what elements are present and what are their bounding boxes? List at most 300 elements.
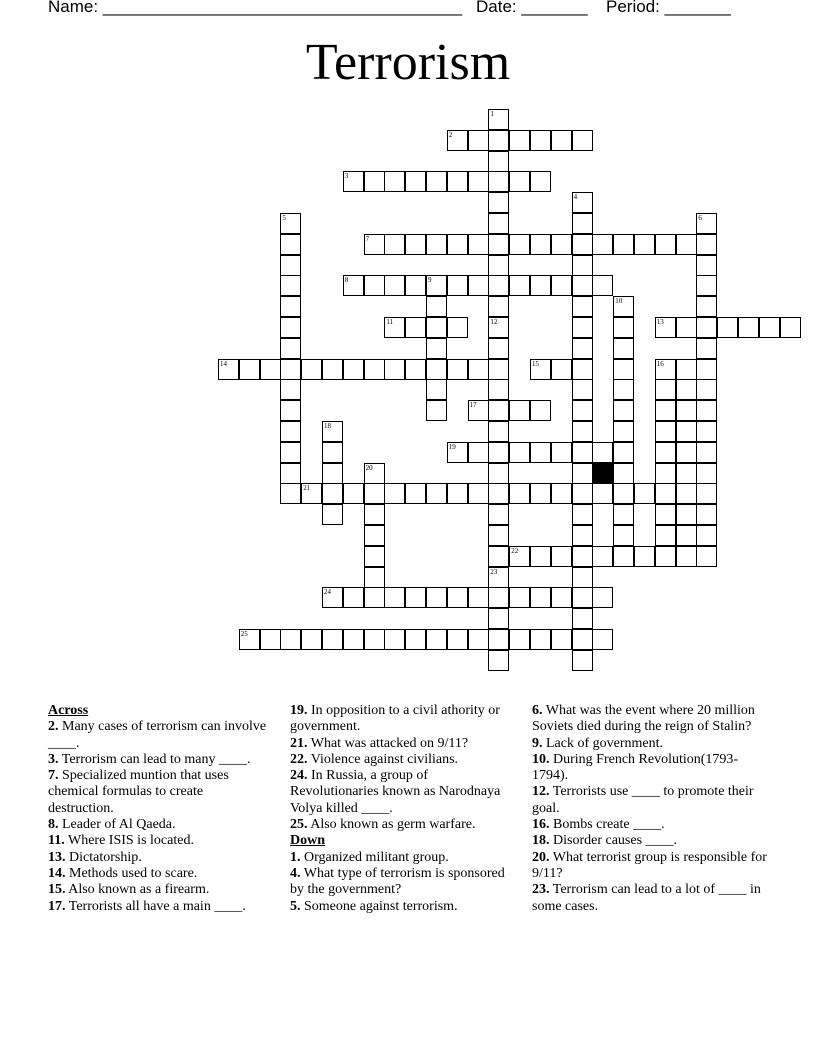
grid-cell[interactable] [488,338,509,359]
date-field[interactable]: Date: _______ [476,0,588,16]
grid-cell[interactable] [572,629,593,650]
grid-cell[interactable] [655,504,676,525]
grid-cell[interactable] [572,650,593,671]
grid-cell[interactable] [426,483,447,504]
grid-cell[interactable] [592,275,613,296]
grid-cell[interactable] [551,629,572,650]
clue-number: 19 [448,442,456,451]
grid-cell[interactable] [530,234,551,255]
clue-label: 3. [48,751,59,767]
grid-cell[interactable] [613,525,634,546]
grid-cell[interactable] [405,629,426,650]
grid-cell[interactable] [572,421,593,442]
grid-cell[interactable] [572,359,593,380]
grid-cell[interactable] [572,192,593,213]
grid-cell[interactable] [384,234,405,255]
period-field[interactable]: Period: _______ [606,0,731,16]
grid-cell[interactable] [572,483,593,504]
clue-label: 11. [48,833,65,849]
grid-cell[interactable] [280,255,301,276]
grid-cell[interactable] [426,234,447,255]
grid-cell[interactable] [447,442,468,463]
grid-cell[interactable] [572,608,593,629]
grid-cell[interactable] [676,234,697,255]
grid-cell[interactable] [572,463,593,484]
grid-cell[interactable] [696,421,717,442]
across-clue [290,768,515,817]
clue-number: 23 [490,567,498,576]
grid-cell[interactable] [364,504,385,525]
grid-cell[interactable] [488,109,509,130]
grid-cell[interactable] [572,442,593,463]
grid-cell[interactable] [468,275,489,296]
grid-cell[interactable] [239,629,260,650]
grid-cell[interactable] [613,359,634,380]
grid-cell[interactable] [488,525,509,546]
clue-column-2 [290,703,515,915]
grid-cell[interactable] [384,275,405,296]
grid-cell[interactable] [488,171,509,192]
grid-cell[interactable] [551,130,572,151]
grid-cell[interactable] [488,275,509,296]
grid-cell[interactable] [384,483,405,504]
grid-cell[interactable] [468,359,489,380]
grid-cell[interactable] [488,463,509,484]
across-clue [48,719,270,752]
clue-label: 9. [532,735,543,751]
grid-cell[interactable] [530,483,551,504]
grid-cell[interactable] [488,546,509,567]
grid-cell[interactable] [634,483,655,504]
clue-number: 13 [656,318,664,326]
grid-cell[interactable] [696,275,717,296]
grid-cell[interactable] [405,483,426,504]
grid-cell[interactable] [447,629,468,650]
grid-cell[interactable] [613,234,634,255]
grid-cell[interactable] [447,130,468,151]
grid-cell[interactable] [322,504,343,525]
grid-cell[interactable] [488,213,509,234]
grid-cell[interactable] [613,504,634,525]
grid-cell[interactable] [572,317,593,338]
clue-text: Leader of Al Qaeda. [58,817,176,833]
grid-cell[interactable] [280,400,301,421]
grid-cell[interactable] [384,171,405,192]
grid-cell[interactable] [405,171,426,192]
clue-text: Terrorists all have a main ____. [65,898,246,914]
grid-cell[interactable] [426,171,447,192]
grid-cell[interactable] [696,504,717,525]
down-clue [532,850,772,883]
grid-cell[interactable] [509,275,530,296]
grid-cell[interactable] [551,483,572,504]
grid-cell[interactable] [572,525,593,546]
grid-cell[interactable] [572,546,593,567]
grid-cell[interactable] [488,483,509,504]
grid-cell[interactable] [655,525,676,546]
grid-cell[interactable] [488,359,509,380]
down-clue [532,752,772,785]
clue-text: Organized militant group. [300,849,449,865]
grid-cell[interactable] [468,629,489,650]
grid-cell[interactable] [343,483,364,504]
clue-text: Dictatorship. [65,849,142,865]
grid-cell[interactable] [655,546,676,567]
grid-cell[interactable] [572,400,593,421]
grid-cell[interactable] [613,338,634,359]
grid-cell[interactable] [405,234,426,255]
grid-cell[interactable] [613,442,634,463]
grid-cell[interactable] [696,442,717,463]
clue-number: 10 [615,297,623,306]
grid-cell[interactable] [405,317,426,338]
grid-cell[interactable] [468,400,489,421]
clue-text: What type of terrorism is sponsored by the government? [290,865,505,898]
grid-cell[interactable] [676,359,697,380]
grid-cell[interactable] [572,504,593,525]
grid-cell[interactable] [530,442,551,463]
grid-cell[interactable] [634,546,655,567]
grid-cell[interactable] [696,546,717,567]
grid-cell[interactable] [239,359,260,380]
grid-cell[interactable] [280,463,301,484]
grid-cell[interactable] [676,442,697,463]
grid-cell[interactable] [280,213,301,234]
down-clue-list-part-1 [290,850,515,915]
grid-cell[interactable] [696,317,717,338]
across-clue [48,833,270,849]
grid-cell[interactable] [509,234,530,255]
grid-cell[interactable] [488,587,509,608]
grid-cell[interactable] [759,317,780,338]
grid-cell[interactable] [530,275,551,296]
grid-cell[interactable] [530,629,551,650]
grid-cell[interactable] [426,379,447,400]
across-clue [48,752,270,768]
grid-cell[interactable] [468,130,489,151]
grid-cell[interactable] [468,442,489,463]
grid-cell[interactable] [426,296,447,317]
grid-cell[interactable] [676,421,697,442]
clue-number: 3 [344,172,349,181]
grid-cell[interactable] [696,338,717,359]
grid-cell[interactable] [447,359,468,380]
grid-cell[interactable] [488,629,509,650]
grid-cell[interactable] [613,546,634,567]
grid-cell[interactable] [572,379,593,400]
grid-cell[interactable] [696,213,717,234]
grid-cell[interactable] [696,296,717,317]
grid-cell[interactable] [488,151,509,172]
grid-cell[interactable] [572,567,593,588]
grid-cell[interactable] [426,400,447,421]
grid-cell[interactable] [572,130,593,151]
grid-cell[interactable] [696,400,717,421]
grid-cell[interactable] [655,379,676,400]
grid-cell[interactable] [280,296,301,317]
grid-cell[interactable] [509,483,530,504]
down-clue-list-part-2 [532,703,772,915]
grid-cell[interactable] [592,546,613,567]
grid-cell[interactable] [488,504,509,525]
grid-cell[interactable] [488,650,509,671]
grid-cell[interactable] [280,483,301,504]
clue-label: 15. [48,882,66,898]
grid-cell[interactable] [613,421,634,442]
grid-cell[interactable] [696,359,717,380]
clue-number: 16 [656,359,664,368]
grid-cell[interactable] [488,567,509,588]
grid-cell[interactable] [488,442,509,463]
clue-text: Many cases of terrorism can involve ____. [48,719,267,751]
grid-cell[interactable] [364,171,385,192]
grid-cell[interactable] [488,192,509,213]
grid-cell[interactable] [530,587,551,608]
grid-cell[interactable] [592,587,613,608]
grid-cell[interactable] [447,171,468,192]
clue-number: 12 [490,318,498,326]
grid-cell[interactable] [468,483,489,504]
grid-cell[interactable] [322,442,343,463]
grid-cell[interactable] [738,317,759,338]
grid-cell[interactable] [655,483,676,504]
grid-cell[interactable] [655,463,676,484]
grid-cell[interactable] [343,587,364,608]
grid-cell[interactable] [384,359,405,380]
grid-cell[interactable] [655,317,676,338]
grid-cell[interactable] [364,546,385,567]
clue-number: 25 [240,630,248,638]
grid-cell[interactable] [509,171,530,192]
grid-cell[interactable] [301,483,322,504]
name-field[interactable]: Name: ______________________________________ [48,0,463,16]
grid-cell[interactable] [655,421,676,442]
grid-cell[interactable] [696,525,717,546]
across-clue-list-part-1 [48,719,270,915]
grid-cell[interactable] [488,130,509,151]
grid-cell[interactable] [447,483,468,504]
grid-cell[interactable] [301,359,322,380]
grid-cell[interactable] [551,546,572,567]
grid-cell[interactable] [364,587,385,608]
grid-cell[interactable] [696,483,717,504]
across-clue [48,817,270,833]
grid-cell[interactable] [426,629,447,650]
grid-cell[interactable] [509,130,530,151]
across-clue [290,752,515,768]
down-clue [290,866,515,899]
grid-cell[interactable] [343,275,364,296]
grid-cell[interactable] [426,275,447,296]
grid-cell[interactable] [280,629,301,650]
grid-cell[interactable] [509,629,530,650]
grid-cell[interactable] [572,234,593,255]
grid-cell[interactable] [551,587,572,608]
clue-number: 7 [365,234,370,243]
grid-cell[interactable] [551,359,572,380]
grid-cell[interactable] [426,338,447,359]
grid-cell[interactable] [384,317,405,338]
grid-cell[interactable] [613,379,634,400]
grid-cell[interactable] [696,379,717,400]
down-heading: Down [290,833,326,849]
grid-cell[interactable] [468,234,489,255]
grid-cell[interactable] [364,275,385,296]
grid-cell[interactable] [696,234,717,255]
grid-cell[interactable] [551,275,572,296]
grid-cell[interactable] [676,379,697,400]
grid-cell[interactable] [280,359,301,380]
grid-cell[interactable] [780,317,801,338]
grid-cell[interactable] [613,296,634,317]
clue-text: In Russia, a group of Revolutionaries known as Narodnaya Volya killed ____. [290,768,501,816]
grid-cell[interactable] [405,587,426,608]
grid-cell[interactable] [613,317,634,338]
grid-cell[interactable] [509,587,530,608]
grid-cell[interactable] [301,629,322,650]
grid-cell[interactable] [364,567,385,588]
grid-cell[interactable] [343,171,364,192]
grid-cell[interactable] [530,359,551,380]
clue-number: 21 [303,484,311,493]
grid-cell[interactable] [655,442,676,463]
grid-cell[interactable] [572,213,593,234]
grid-cell[interactable] [655,359,676,380]
grid-cell[interactable] [280,338,301,359]
grid-cell[interactable] [655,234,676,255]
grid-cell[interactable] [322,463,343,484]
down-clue [532,703,772,736]
grid-cell[interactable] [322,421,343,442]
grid-cell[interactable] [488,255,509,276]
grid-cell[interactable] [343,359,364,380]
grid-cell[interactable] [530,546,551,567]
grid-cell[interactable] [592,234,613,255]
grid-cell[interactable] [280,234,301,255]
grid-cell[interactable] [676,483,697,504]
grid-cell[interactable] [488,234,509,255]
grid-cell[interactable] [509,400,530,421]
grid-cell[interactable] [676,463,697,484]
clue-text: Terrorism can lead to many ____. [58,751,251,767]
across-clue [48,768,270,817]
across-clue [48,899,270,915]
grid-cell[interactable] [592,629,613,650]
clue-text: Where ISIS is located. [64,833,194,849]
grid-cell[interactable] [572,275,593,296]
grid-cell[interactable] [655,400,676,421]
grid-cell[interactable] [468,587,489,608]
grid-cell[interactable] [613,483,634,504]
grid-cell[interactable] [572,587,593,608]
grid-cell[interactable] [447,234,468,255]
grid-cell[interactable] [426,359,447,380]
grid-cell[interactable] [405,359,426,380]
grid-cell[interactable] [280,317,301,338]
grid-cell[interactable] [634,234,655,255]
grid-cell[interactable] [572,338,593,359]
grid-cell[interactable] [696,463,717,484]
grid-cell[interactable] [364,463,385,484]
grid-cell[interactable] [530,171,551,192]
clue-text: Terrorism can lead to a lot of ____ in some cases. [532,882,761,914]
grid-cell[interactable] [322,483,343,504]
grid-cell[interactable] [364,483,385,504]
down-clue [532,784,772,817]
grid-cell[interactable] [551,442,572,463]
grid-cell[interactable] [488,379,509,400]
grid-cell[interactable] [384,629,405,650]
clue-text: Bombs create ____. [549,817,665,833]
grid-cell[interactable] [364,525,385,546]
grid-cell[interactable] [343,629,364,650]
grid-cell[interactable] [364,629,385,650]
grid-cell[interactable] [260,629,281,650]
grid-cell[interactable] [280,379,301,400]
grid-cell[interactable] [676,546,697,567]
grid-cell[interactable] [488,317,509,338]
grid-cell[interactable] [426,587,447,608]
grid-cell[interactable] [488,296,509,317]
across-clue [48,850,270,866]
grid-cell[interactable] [530,400,551,421]
grid-cell[interactable] [572,255,593,276]
grid-cell[interactable] [447,587,468,608]
grid-cell[interactable] [530,130,551,151]
grid-cell[interactable] [572,296,593,317]
down-clue [532,817,772,833]
grid-cell[interactable] [426,317,447,338]
down-clue [532,833,772,849]
grid-cell[interactable] [280,442,301,463]
grid-cell[interactable] [364,234,385,255]
grid-cell[interactable] [322,587,343,608]
grid-cell[interactable] [384,587,405,608]
grid-cell[interactable] [676,525,697,546]
grid-cell[interactable] [509,546,530,567]
grid-cell[interactable] [364,359,385,380]
grid-cell[interactable] [592,442,613,463]
grid-cell[interactable] [613,400,634,421]
grid-cell[interactable] [260,359,281,380]
grid-cell[interactable] [488,608,509,629]
grid-cell[interactable] [447,275,468,296]
clue-number: 14 [220,359,227,368]
grid-cell[interactable] [447,317,468,338]
clue-number: 4 [573,193,578,202]
grid-cell[interactable] [280,275,301,296]
grid-cell[interactable] [405,275,426,296]
grid-cell[interactable] [322,359,343,380]
grid-cell[interactable] [696,255,717,276]
grid-cell[interactable] [280,421,301,442]
clue-label: 22. [290,751,308,767]
grid-cell[interactable] [509,442,530,463]
grid-cell[interactable] [676,504,697,525]
grid-cell[interactable] [488,400,509,421]
grid-cell[interactable] [468,171,489,192]
grid-cell[interactable] [613,463,634,484]
grid-cell[interactable] [488,421,509,442]
grid-cell[interactable] [717,317,738,338]
grid-cell[interactable] [676,317,697,338]
grid-cell[interactable] [551,234,572,255]
grid-cell[interactable] [322,629,343,650]
clue-text: In opposition to a civil athority or government. [290,703,500,735]
grid-cell[interactable] [592,483,613,504]
grid-cell[interactable] [218,359,239,380]
grid-cell[interactable] [676,400,697,421]
